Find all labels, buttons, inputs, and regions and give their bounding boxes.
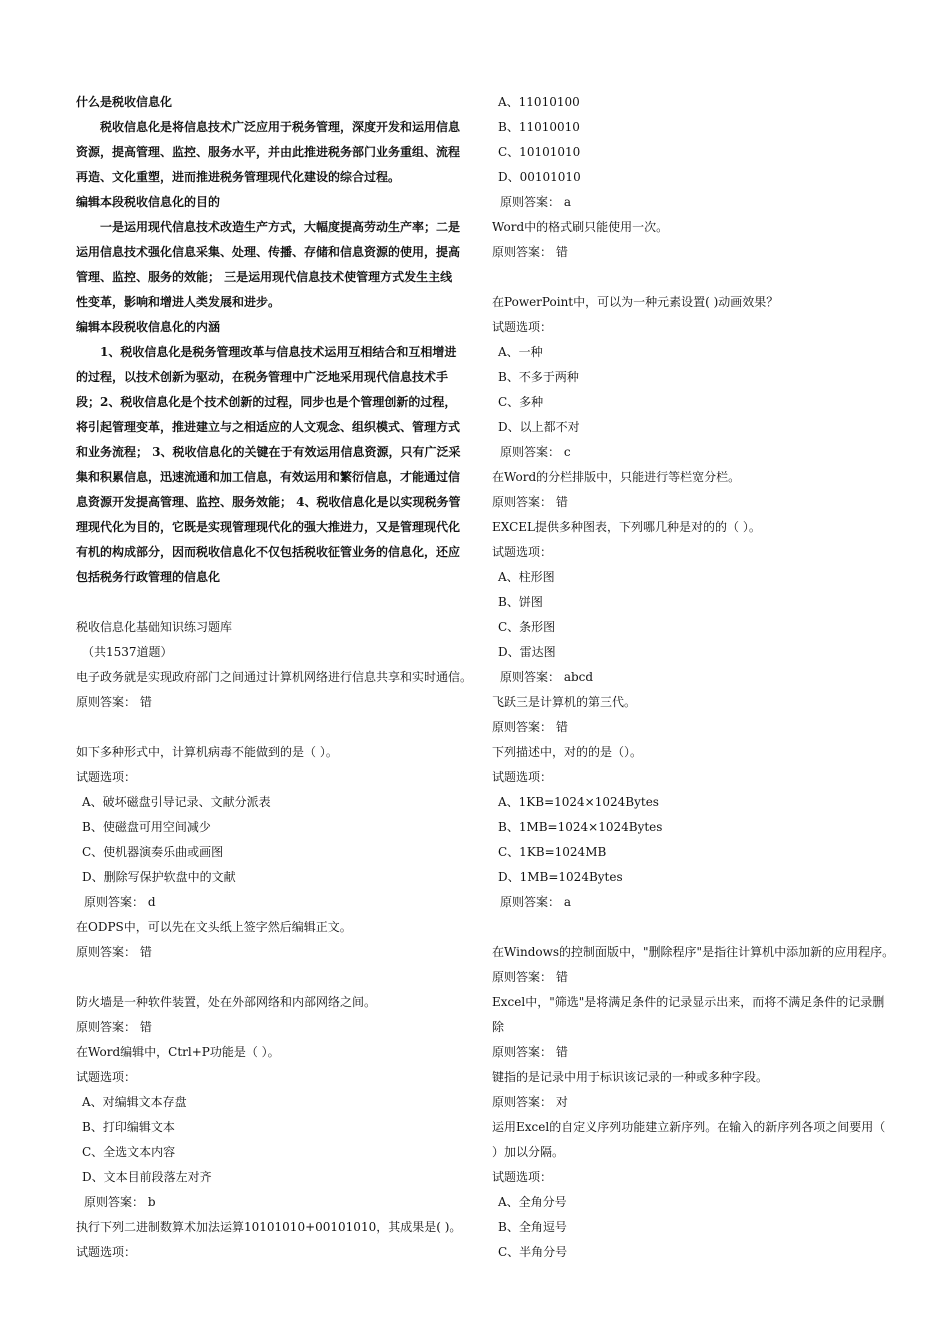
- answer-option: C、1KB=1024MB: [498, 845, 607, 859]
- standard-answer: 原则答案： abcd: [500, 670, 594, 684]
- question-text: 飞跃三是计算机的第三代。: [492, 695, 637, 709]
- question-text: 如下多种形式中，计算机病毒不能做到的是（ ）。: [76, 745, 338, 759]
- question-text: 试题选项：: [76, 770, 137, 784]
- question-text: 除: [492, 1020, 505, 1034]
- section-heading: 编辑本段税收信息化的目的: [76, 195, 221, 209]
- answer-option: D、以上都不对: [498, 420, 580, 434]
- question-count: （共1537道题）: [82, 645, 173, 659]
- spacer: [492, 915, 880, 940]
- question-list: [492, 90, 895, 1265]
- standard-answer: 原则答案： 错: [76, 695, 152, 709]
- question-text: 电子政务就是实现政府部门之间通过计算机网络进行信息共享和实时通信。: [76, 670, 473, 684]
- question-text: 在Word编辑中，Ctrl+P功能是（ ）。: [76, 1045, 280, 1059]
- answer-option: B、全角逗号: [498, 1220, 567, 1234]
- left-column: [76, 90, 473, 1265]
- spacer: [76, 965, 464, 990]
- question-text: 在ODPS中，可以先在文头纸上签字然后编辑正文。: [76, 920, 352, 934]
- answer-option: B、不多于两种: [498, 370, 579, 384]
- answer-option: B、打印编辑文本: [82, 1120, 175, 1134]
- spacer: [492, 265, 880, 290]
- purpose-paragraph: 一是运用现代信息技术改造生产方式，大幅度提高劳动生产率；二是运用信息技术强化信息采集、处理、传播、存储和信息资源的使用，提高管理、监控、服务的效能； 三是运用现代信息技术使管理方式发生主线性变革，影响和增进人类发展和进步。: [76, 220, 461, 309]
- answer-option: D、00101010: [498, 170, 581, 184]
- question-text: ）加以分隔。: [492, 1145, 565, 1159]
- standard-answer: 原则答案： 错: [492, 245, 568, 259]
- answer-option: D、文本目前段落左对齐: [82, 1170, 212, 1184]
- question-text: 在Word的分栏排版中，只能进行等栏宽分栏。: [492, 470, 741, 484]
- standard-answer: 原则答案： 错: [492, 495, 568, 509]
- standard-answer: 原则答案： c: [500, 445, 571, 459]
- definition-paragraph: 税收信息化是将信息技术广泛应用于税务管理，深度开发和运用信息资源，提高管理、监控、服务水平，并由此推进税务部门业务重组、流程再造、文化重塑，进而推进税务管理现代化建设的综合过程。: [76, 120, 461, 184]
- answer-option: B、11010010: [498, 120, 580, 134]
- answer-option: C、使机器演奏乐曲或画图: [82, 845, 224, 859]
- answer-option: B、饼图: [498, 595, 543, 609]
- question-text: 键指的是记录中用于标识该记录的一种或多种字段。: [492, 1070, 769, 1084]
- spacer: [76, 715, 464, 740]
- answer-option: A、11010100: [498, 95, 580, 109]
- answer-option: C、10101010: [498, 145, 581, 159]
- standard-answer: 原则答案： 错: [76, 945, 152, 959]
- section-heading: 什么是税收信息化: [76, 95, 173, 109]
- standard-answer: 原则答案： 对: [492, 1095, 568, 1109]
- question-text: 运用Excel的自定义序列功能建立新序列。在输入的新序列各项之间要用（: [492, 1120, 886, 1134]
- standard-answer: 原则答案： 错: [76, 1020, 152, 1034]
- answer-option: B、1MB=1024×1024Bytes: [498, 820, 663, 834]
- question-text: 防火墙是一种软件装置，处在外部网络和内部网络之间。: [76, 995, 377, 1009]
- standard-answer: 原则答案： a: [500, 895, 571, 909]
- answer-option: B、使磁盘可用空间减少: [82, 820, 211, 834]
- answer-option: C、多种: [498, 395, 544, 409]
- answer-option: A、全角分号: [498, 1195, 567, 1209]
- answer-option: A、一种: [498, 345, 543, 359]
- standard-answer: 原则答案： a: [500, 195, 571, 209]
- answer-option: C、条形图: [498, 620, 556, 634]
- answer-option: A、对编辑文本存盘: [82, 1095, 187, 1109]
- question-text: 税收信息化基础知识练习题库: [76, 620, 233, 634]
- question-text: 下列描述中，对的的是（）。: [492, 745, 643, 759]
- question-text: 在PowerPoint中，可以为一种元素设置( )动画效果？: [492, 295, 779, 309]
- answer-option: A、破坏磁盘引导记录、文献分派表: [82, 795, 271, 809]
- answer-option: D、1MB=1024Bytes: [498, 870, 623, 884]
- question-text: Excel中，"筛选"是将满足条件的记录显示出来，而将不满足条件的记录删: [492, 995, 885, 1009]
- standard-answer: 原则答案： 错: [492, 1045, 568, 1059]
- connotation-paragraph: 1、税收信息化是税务管理改革与信息技术运用互相结合和互相增进的过程，以技术创新为驱动，在税务管理中广泛地采用现代信息技术手段；2、税收信息化是个技术创新的过程，同步也是个管理创新的过程，将引起管理变革，推进建立与之相适应的人文观念、组织模式、管理方式和业务流程； 3、税收信息化的关键在于有效运用信息资源，只有广泛采集和积累信息，迅速流通和加工信息，有效运用和繁衍信息，才能通过信息资源开发提高管理、监控、服务效能； 4、税收信息化是以实现税务管理现代化为目的，它既是实现管理现代化的强大推进力，又是管理现代化有机的构成部分，因而税收信息化不仅包括税收征管业务的信息化，还应包括税务行政管理的信息化: [76, 345, 461, 584]
- answer-option: A、1KB=1024×1024Bytes: [498, 795, 659, 809]
- question-text: 试题选项：: [492, 320, 553, 334]
- question-text: 试题选项：: [492, 1170, 553, 1184]
- section-heading: 编辑本段税收信息化的内涵: [76, 320, 221, 334]
- question-text: 试题选项：: [76, 1070, 137, 1084]
- answer-option: C、半角分号: [498, 1245, 568, 1259]
- question-text: 试题选项：: [492, 545, 553, 559]
- right-column: [492, 90, 895, 1265]
- question-text: 试题选项：: [76, 1245, 137, 1259]
- question-text: 在Windows的控制面版中，"删除程序"是指往计算机中添加新的应用程序。: [492, 945, 895, 959]
- standard-answer: 原则答案： b: [84, 1195, 156, 1209]
- question-text: 试题选项：: [492, 770, 553, 784]
- answer-option: D、雷达图: [498, 645, 556, 659]
- question-list: [76, 615, 473, 1265]
- standard-answer: 原则答案： 错: [492, 970, 568, 984]
- standard-answer: 原则答案： 错: [492, 720, 568, 734]
- answer-option: A、柱形图: [498, 570, 555, 584]
- answer-option: C、全选文本内容: [82, 1145, 176, 1159]
- spacer: [76, 590, 464, 615]
- question-text: Word中的格式刷只能使用一次。: [492, 220, 669, 234]
- standard-answer: 原则答案： d: [84, 895, 156, 909]
- question-text: EXCEL提供多种图表，下列哪几种是对的的（ ）。: [492, 520, 761, 534]
- question-text: 执行下列二进制数算术加法运算10101010+00101010，其成果是( )。: [76, 1220, 462, 1234]
- answer-option: D、删除写保护软盘中的文献: [82, 870, 236, 884]
